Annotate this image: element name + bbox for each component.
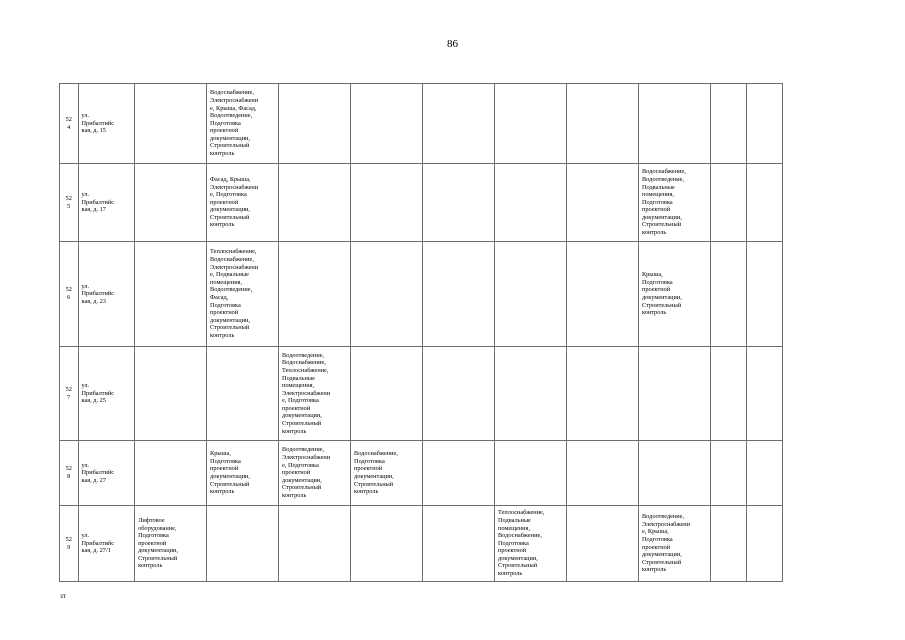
table-row xyxy=(60,441,783,506)
works-cell xyxy=(279,506,351,582)
works-cell xyxy=(207,347,279,441)
works-cell: Водоснабжение, Подготовка проектной документации, Строительный контроль xyxy=(351,441,423,506)
works-cell xyxy=(279,84,351,164)
table-row xyxy=(60,164,783,242)
works-cell: Фасад, Крыша, Электроснабжени е, Подготовка проектной документации, Строительный контроль xyxy=(207,164,279,242)
works-cell xyxy=(746,347,782,441)
works-cell xyxy=(710,84,746,164)
works-cell xyxy=(638,347,710,441)
address-cell: ул. Прибалтийс кая, д. 25 xyxy=(78,347,135,441)
table-row xyxy=(60,506,783,582)
table-row xyxy=(60,242,783,347)
works-cell xyxy=(710,347,746,441)
works-cell xyxy=(351,164,423,242)
footer-mark: зт xyxy=(60,592,66,600)
works-cell xyxy=(423,506,495,582)
works-cell xyxy=(710,164,746,242)
row-number-cell: 52 9 xyxy=(60,506,79,582)
works-cell xyxy=(746,164,782,242)
works-cell xyxy=(279,242,351,347)
works-cell xyxy=(710,242,746,347)
works-cell xyxy=(207,506,279,582)
table-body xyxy=(60,84,783,582)
works-cell xyxy=(351,506,423,582)
works-cell xyxy=(423,347,495,441)
works-cell xyxy=(494,347,566,441)
works-cell xyxy=(494,242,566,347)
row-number-cell: 52 6 xyxy=(60,242,79,347)
works-cell xyxy=(135,164,207,242)
works-cell xyxy=(746,242,782,347)
works-cell: Водоотведение, Электроснабжени е, Крыша, Подготовка проектной документации, Строительный контроль xyxy=(638,506,710,582)
works-cell xyxy=(423,84,495,164)
address-cell: ул. Прибалтийс кая, д. 15 xyxy=(78,84,135,164)
works-cell xyxy=(710,441,746,506)
works-cell: Крыша, Подготовка проектной документации, Строительный контроль xyxy=(638,242,710,347)
works-cell xyxy=(351,84,423,164)
row-number-cell: 52 8 xyxy=(60,441,79,506)
works-cell: Водоснабжение, Водоотведение, Подвальные помещения, Подготовка проектной документации, Строительный контроль xyxy=(638,164,710,242)
works-cell: Водоотведение, Электроснабжени е, Подготовка проектной документации, Строительный контроль xyxy=(279,441,351,506)
row-number-cell: 52 7 xyxy=(60,347,79,441)
address-cell: ул. Прибалтийс кая, д. 23 xyxy=(78,242,135,347)
works-cell xyxy=(494,84,566,164)
address-cell: ул. Прибалтийс кая, д. 27/1 xyxy=(78,506,135,582)
works-cell xyxy=(566,242,638,347)
works-cell: Теплоснабжение, Водоснабжение, Электроснабжени е, Подвальные помещения, Водоотведение, Фасад, Подготовка проектной документации, Строительный контроль xyxy=(207,242,279,347)
row-number-cell: 52 5 xyxy=(60,164,79,242)
table-row xyxy=(60,84,783,164)
works-cell xyxy=(423,441,495,506)
works-cell xyxy=(566,441,638,506)
works-cell xyxy=(351,242,423,347)
works-cell xyxy=(135,441,207,506)
works-cell xyxy=(746,441,782,506)
works-cell xyxy=(710,506,746,582)
works-cell xyxy=(746,84,782,164)
address-cell: ул. Прибалтийс кая, д. 17 xyxy=(78,164,135,242)
works-cell xyxy=(494,164,566,242)
works-cell xyxy=(566,506,638,582)
works-cell xyxy=(351,347,423,441)
works-cell: Водоснабжение, Электроснабжени е, Крыша, Фасад, Водоотведение, Подготовка проектной документации, Строительный контроль xyxy=(207,84,279,164)
works-cell: Водоотведение, Водоснабжение, Теплоснабжение, Подвальные помещения, Электроснабжени е, Подготовка проектной документации, Строительный контроль xyxy=(279,347,351,441)
works-cell xyxy=(566,347,638,441)
works-cell xyxy=(638,441,710,506)
repair-schedule-table xyxy=(59,83,783,582)
works-cell xyxy=(135,242,207,347)
works-cell xyxy=(423,164,495,242)
works-cell: Теплоснабжение, Подвальные помещения, Водоснабжение, Подготовка проектной документации, Строительный контроль xyxy=(494,506,566,582)
works-cell xyxy=(279,164,351,242)
page-number: 86 xyxy=(447,38,458,50)
works-cell xyxy=(638,84,710,164)
table-row xyxy=(60,347,783,441)
works-cell: Лифтовое оборудование, Подготовка проектной документации, Строительный контроль xyxy=(135,506,207,582)
works-cell xyxy=(566,84,638,164)
works-cell xyxy=(423,242,495,347)
row-number-cell: 52 4 xyxy=(60,84,79,164)
works-cell xyxy=(494,441,566,506)
works-cell xyxy=(566,164,638,242)
works-cell: Крыша, Подготовка проектной документации, Строительный контроль xyxy=(207,441,279,506)
works-cell xyxy=(135,347,207,441)
works-cell xyxy=(746,506,782,582)
address-cell: ул. Прибалтийс кая, д. 27 xyxy=(78,441,135,506)
works-cell xyxy=(135,84,207,164)
